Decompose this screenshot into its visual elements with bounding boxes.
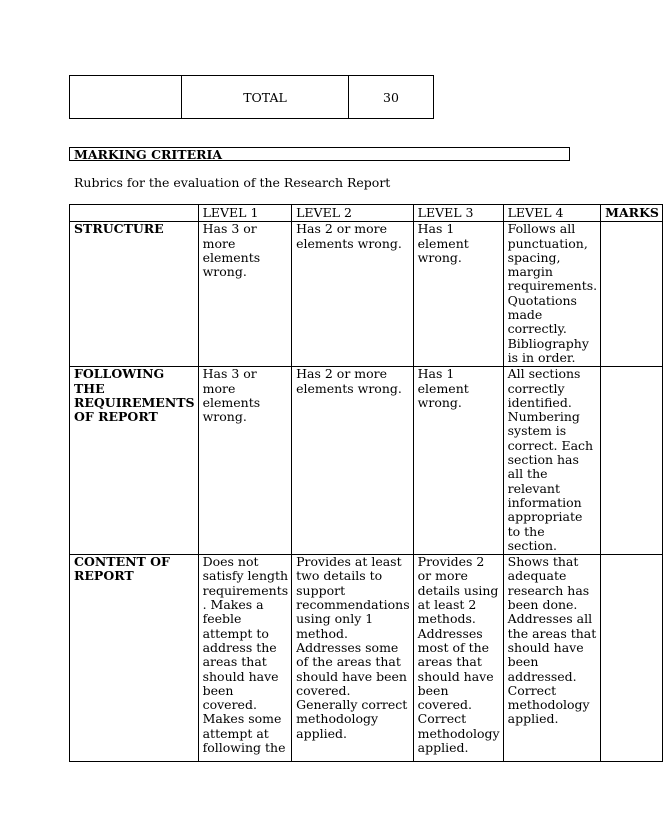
criterion-content-of-report: CONTENT OF REPORT	[70, 555, 199, 762]
total-row	[70, 76, 434, 119]
rubric-row	[70, 555, 663, 762]
header-criterion	[70, 205, 199, 222]
rubric-table	[69, 204, 663, 762]
rubric-header-row	[70, 205, 663, 222]
criterion-structure: STRUCTURE	[70, 222, 199, 367]
total-value: 30	[349, 76, 434, 119]
total-empty-cell	[70, 76, 182, 119]
level-1-cell: Does not satisfy length requirements . Makes a feeble attempt to address the areas that should have been covered. Makes some attempt at following the	[198, 555, 292, 762]
level-2-cell: Has 2 or more elements wrong.	[292, 367, 414, 555]
level-1-cell: Has 3 or more elements wrong.	[198, 222, 292, 367]
rubric-caption: Rubrics for the evaluation of the Research Report	[74, 175, 391, 190]
level-3-cell: Provides 2 or more details using at least 2 methods. Addresses most of the areas that should have been covered. Correct methodology applied.	[413, 555, 503, 762]
rubric-row	[70, 367, 663, 555]
header-level-1: LEVEL 1	[198, 205, 292, 222]
marks-cell	[601, 222, 663, 367]
marks-cell	[601, 555, 663, 762]
header-marks: MARKS	[601, 205, 663, 222]
header-level-4: LEVEL 4	[503, 205, 601, 222]
total-label: TOTAL	[182, 76, 349, 119]
total-table	[69, 75, 434, 119]
rubric-row	[70, 222, 663, 367]
level-4-cell: Follows all punctuation, spacing, margin requirements. Quotations made correctly. Bibliography is in order.	[503, 222, 601, 367]
header-level-2: LEVEL 2	[292, 205, 414, 222]
level-1-cell: Has 3 or more elements wrong.	[198, 367, 292, 555]
level-4-cell: All sections correctly identified. Numbering system is correct. Each section has all the relevant information appropriate to the section.	[503, 367, 601, 555]
criterion-following-requirements: FOLLOWING THE REQUIREMENTS OF REPORT	[70, 367, 199, 555]
level-3-cell: Has 1 element wrong.	[413, 222, 503, 367]
level-4-cell: Shows that adequate research has been done. Addresses all the areas that should have been addressed. Correct methodology applied.	[503, 555, 601, 762]
level-2-cell: Has 2 or more elements wrong.	[292, 222, 414, 367]
level-3-cell: Has 1 element wrong.	[413, 367, 503, 555]
level-2-cell: Provides at least two details to support recommendations using only 1 method. Addresses some of the areas that should have been covered. Generally correct methodology applied.	[292, 555, 414, 762]
marks-cell	[601, 367, 663, 555]
marking-criteria-heading: MARKING CRITERIA	[69, 147, 570, 161]
header-level-3: LEVEL 3	[413, 205, 503, 222]
